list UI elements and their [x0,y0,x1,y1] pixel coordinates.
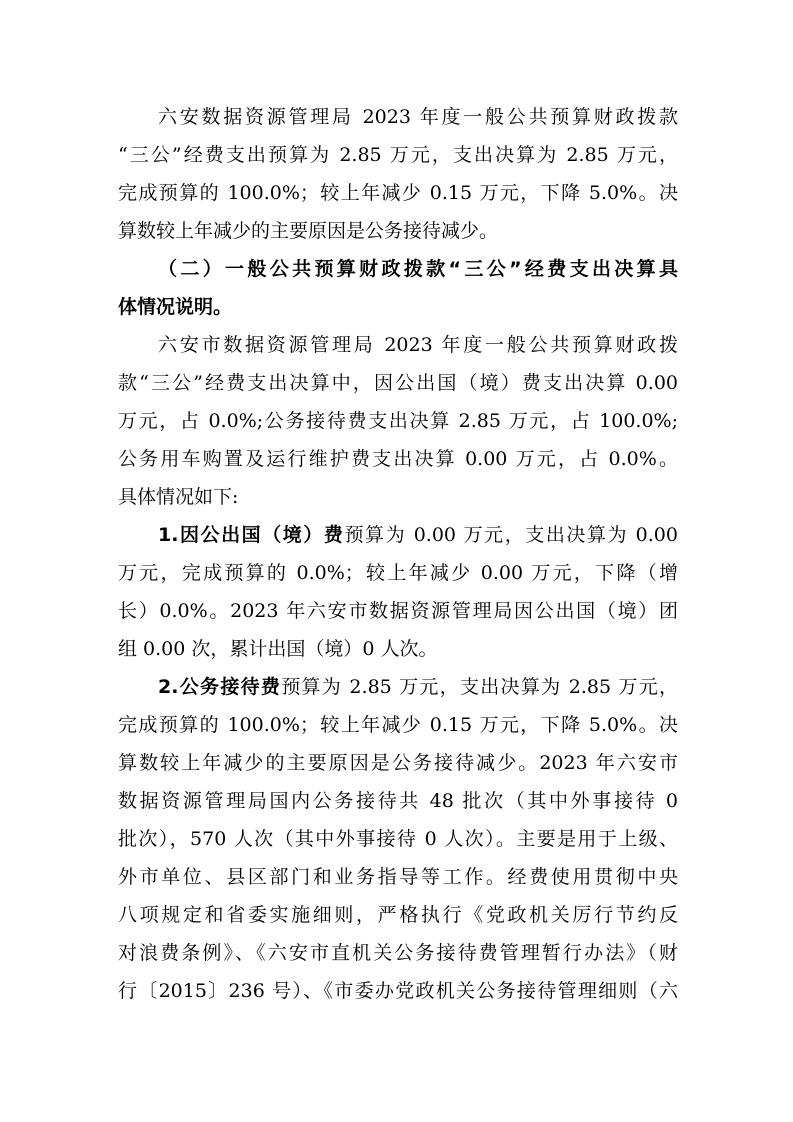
item-title: 1.因公出国（境）费 [158,524,345,546]
text-line: 完成预算的 100.0%；较上年减少 0.15 万元，下降 5.0%。决 [118,714,678,736]
text-line: 六安市数据资源管理局 2023 年度一般公共预算财政拨 [158,334,678,356]
section-heading [118,250,678,326]
item-official-reception [118,668,678,1010]
heading-line: 体情况说明。 [118,296,233,318]
paragraph-budget-summary [118,98,678,250]
document-page [118,98,678,1010]
text-line: 算数较上年减少的主要原因是公务接待减少。 [118,220,499,242]
text-line: 具体情况如下: [118,486,239,508]
text-line [118,516,678,554]
text-line: 款“三公”经费支出决算中，因公出国（境）费支出决算 0.00 [118,372,678,394]
text-line: 算数较上年减少的主要原因是公务接待减少。2023 年六安市 [118,752,678,774]
text-line: 对浪费条例》、《六安市直机关公务接待费管理暂行办法》（财 [118,942,678,964]
text-line: 组 0.00 次，累计出国（境）0 人次。 [118,638,438,660]
text-line: “三公”经费支出预算为 2.85 万元，支出决算为 2.85 万元， [118,144,678,166]
text-line: 万元，完成预算的 0.0%；较上年减少 0.00 万元，下降（增 [118,562,678,584]
item-title: 2.公务接待费 [158,676,282,698]
text-line: 完成预算的 100.0%；较上年减少 0.15 万元，下降 5.0%。决 [118,182,678,204]
heading-line: （二）一般公共预算财政拨款“三公”经费支出决算具 [158,258,678,280]
text-line: 六安数据资源管理局 2023 年度一般公共预算财政拨款 [158,106,678,128]
paragraph-breakdown [118,326,678,516]
text-line: 公务用车购置及运行维护费支出决算 0.00 万元，占 0.0%。 [118,448,678,470]
item-overseas-travel [118,516,678,668]
text-line: 行〔2015〕236 号）、《市委办党政机关公务接待管理细则（六 [118,980,678,1002]
text-line: 外市单位、县区部门和业务指导等工作。经费使用贯彻中央 [118,866,678,888]
text-line: 八项规定和省委实施细则，严格执行《党政机关厉行节约反 [118,904,678,926]
item-text: 预算为 0.00 万元，支出决算为 0.00 [344,524,678,546]
text-line: 万元，占 0.0%;公务接待费支出决算 2.85 万元，占 100.0%; [118,410,678,432]
text-line [118,668,678,706]
text-line: 数据资源管理局国内公务接待共 48 批次（其中外事接待 0 [118,790,678,812]
item-text: 预算为 2.85 万元，支出决算为 2.85 万元， [281,676,678,698]
text-line: 长）0.0%。2023 年六安市数据资源管理局因公出国（境）团 [118,600,678,622]
text-line: 批次），570 人次（其中外事接待 0 人次）。主要是用于上级、 [118,828,678,850]
